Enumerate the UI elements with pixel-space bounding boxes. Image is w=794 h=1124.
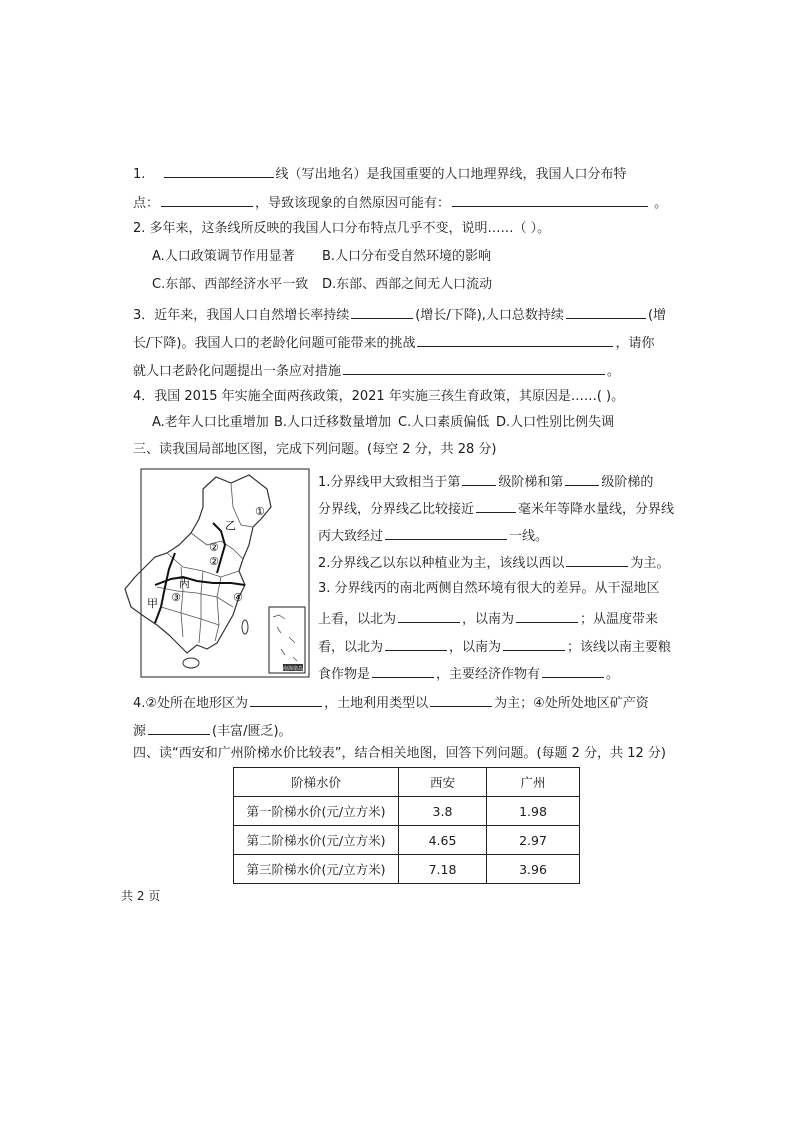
s3-q1-blank-step2[interactable] <box>565 471 599 486</box>
q1-blank-feature[interactable] <box>161 192 253 207</box>
q2-option-a[interactable]: A.人口政策调节作用显著 <box>152 249 295 264</box>
q4-option-a[interactable]: A.老年人口比重增加 <box>152 415 269 430</box>
q3-blank-total[interactable] <box>566 304 646 319</box>
q2-option-d[interactable]: D.东部、西部之间无人口流动 <box>322 277 493 292</box>
section4-title: 四、读“西安和广州阶梯水价比较表”，结合相关地图，回答下列问题。(每题 2 分，共 12 分) <box>133 746 666 761</box>
q1-number: 1. <box>133 167 146 182</box>
s3-q1-text-d: 分界线，分界线乙比较接近 <box>318 502 475 517</box>
q2-option-b[interactable]: B.人口分布受自然环境的影响 <box>322 249 492 264</box>
table-cell: 4.65 <box>399 826 487 855</box>
s3-q1-text-c: 级阶梯的 <box>601 475 654 490</box>
s3-q3-blank-north-dry[interactable] <box>398 608 460 623</box>
page-footer: 共 2 页 <box>121 889 161 903</box>
s3-q3-text-d: ；从温度带来 <box>580 612 659 627</box>
s3-q4-text-a: 4.②处所在地形区为 <box>133 696 249 711</box>
table-cell: 第二阶梯水价(元/立方米) <box>234 826 399 855</box>
s3-q4-text-d: 源 <box>133 724 147 739</box>
s3-q2-blank[interactable] <box>566 552 628 567</box>
q4-option-b[interactable]: B.人口迁移数量增加 <box>274 415 392 430</box>
s3-q4-text-c: 为主；④处所处地区矿产资 <box>494 696 649 711</box>
q1-blank-place[interactable] <box>164 163 274 178</box>
q3-text7: 。 <box>607 364 621 379</box>
q1-blank-reason[interactable] <box>452 192 648 207</box>
s3-q3-line2 <box>318 608 658 629</box>
table-cell: 3.8 <box>399 797 487 826</box>
s3-q3-blank-south-temp[interactable] <box>503 636 565 651</box>
marker-2: ② <box>209 555 219 568</box>
q3-blank-measure[interactable] <box>343 360 605 375</box>
s3-q1-text-f: 丙大致经过 <box>318 529 384 544</box>
q3-line2 <box>133 332 654 353</box>
marker-1: ① <box>255 505 265 518</box>
q3-text3: (增 <box>647 308 667 323</box>
s3-q1-line1 <box>318 471 653 492</box>
table-row <box>234 797 580 826</box>
s3-q1-text-a: 1.分界线甲大致相当于第 <box>318 475 461 490</box>
q2-options-row2 <box>152 276 492 294</box>
q1-text3: ，导致该现象的自然原因可能有： <box>255 196 451 211</box>
s3-q1-line3 <box>318 525 548 546</box>
s3-q3-text-h: 食作物是 <box>318 667 371 682</box>
q4-stem: 4．我国 2015 年实施全面两孩政策，2021 年实施三孩生育政策，其原因是……( )。 <box>133 389 625 404</box>
s3-q3-blank-cash[interactable] <box>542 663 604 678</box>
q3-line1 <box>133 304 666 325</box>
s3-q4-text-b: ，土地利用类型以 <box>324 696 429 711</box>
s3-q3-text-i: ，主要经济作物有 <box>436 667 541 682</box>
q4-option-c[interactable]: C.人口素质偏低 <box>398 415 490 430</box>
s3-q3-blank-grain[interactable] <box>372 663 434 678</box>
s3-q3-blank-south-dry[interactable] <box>516 608 578 623</box>
table-row <box>234 855 580 884</box>
q2-stem: 2. 多年来，这条线所反映的我国人口分布特点几乎不变，说明……（ ）。 <box>133 221 551 236</box>
q3-text1: 3．近年来，我国人口自然增长率持续 <box>133 308 350 323</box>
s3-q4-blank-mineral[interactable] <box>148 720 210 735</box>
q3-text4: 长/下降)。我国人口的老龄化问题可能带来的挑战 <box>133 336 416 351</box>
table-header-row <box>234 768 580 797</box>
q1-line2 <box>133 192 667 213</box>
s3-q2-line <box>318 552 669 573</box>
label-yi: 乙 <box>225 519 236 532</box>
s3-q3-line1: 3. 分界线丙的南北两侧自然环境有很大的差异。从干湿地区 <box>318 581 660 596</box>
s3-q3-text-g: ；该线以南主要粮 <box>567 640 672 655</box>
q3-text2: (增长/下降),人口总数持续 <box>415 308 564 323</box>
s3-q1-blank-step1[interactable] <box>462 471 496 486</box>
section3-title: 三、读我国局部地区图，完成下列问题。(每空 2 分，共 28 分) <box>133 442 497 457</box>
q3-blank-challenge[interactable] <box>417 332 613 347</box>
q1-line1 <box>133 163 627 184</box>
table-cell: 2.97 <box>487 826 580 855</box>
s3-q4-text-e: (丰富/匮乏)。 <box>212 724 292 739</box>
table-cell: 第三阶梯水价(元/立方米) <box>234 855 399 884</box>
q3-text6: 就人口老龄化问题提出一条应对措施 <box>133 364 342 379</box>
s3-q4-blank-landuse[interactable] <box>430 692 492 707</box>
marker-4: ④ <box>233 591 243 604</box>
table-header: 阶梯水价 <box>234 768 399 797</box>
s3-q3-text-e: 看，以北为 <box>318 640 384 655</box>
s3-q3-blank-north-temp[interactable] <box>385 636 447 651</box>
q3-line3 <box>133 360 620 381</box>
table-row <box>234 826 580 855</box>
s3-q4-blank-landform[interactable] <box>250 692 322 707</box>
s3-q1-text-e: 毫米年等降水量线，分界线 <box>518 502 675 517</box>
table-cell: 第一阶梯水价(元/立方米) <box>234 797 399 826</box>
q3-blank-rate[interactable] <box>351 304 413 319</box>
q3-text5: ，请你 <box>615 336 655 351</box>
s3-q4-line2 <box>133 720 292 741</box>
table-cell: 1.98 <box>487 797 580 826</box>
s3-q3-line4 <box>318 663 619 684</box>
s3-q1-blank-through[interactable] <box>385 525 507 540</box>
s3-q1-text-b: 级阶梯和第 <box>498 475 564 490</box>
s3-q3-text-f: ，以南为 <box>449 640 502 655</box>
q2-option-c[interactable]: C.东部、西部经济水平一致 <box>152 277 309 292</box>
inset-label: 南海诸岛 <box>282 666 304 672</box>
marker-3: ③ <box>171 591 181 604</box>
label-jia: 甲 <box>147 597 158 610</box>
q2-options-row1 <box>152 248 491 266</box>
q4-options <box>152 414 614 432</box>
q4-option-d[interactable]: D.人口性别比例失调 <box>496 415 615 430</box>
s3-q1-blank-precip[interactable] <box>476 498 516 513</box>
marker-2a: ② <box>209 541 219 554</box>
s3-q4-line1 <box>133 692 649 713</box>
s3-q3-text-b: 上看，以北为 <box>318 612 397 627</box>
water-price-table <box>233 767 580 884</box>
table-cell: 7.18 <box>399 855 487 884</box>
s3-q3-line3 <box>318 636 671 657</box>
china-partial-map <box>121 467 311 679</box>
s3-q2-text-a: 2.分界线乙以东以种植业为主，该线以西以 <box>318 556 565 571</box>
q1-end: 。 <box>654 196 668 211</box>
q1-text1: 线（写出地名）是我国重要的人口地理界线，我国人口分布特 <box>275 167 627 182</box>
s3-q3-text-c: ，以南为 <box>462 612 515 627</box>
table-header: 西安 <box>399 768 487 797</box>
s3-q2-text-b: 为主。 <box>630 556 670 571</box>
label-bing: 丙 <box>179 577 190 590</box>
table-cell: 3.96 <box>487 855 580 884</box>
table-header: 广州 <box>487 768 580 797</box>
s3-q3-text-j: 。 <box>606 667 620 682</box>
q1-text2: 点： <box>133 196 160 211</box>
s3-q1-text-g: 一线。 <box>509 529 549 544</box>
s3-q1-line2 <box>318 498 674 519</box>
